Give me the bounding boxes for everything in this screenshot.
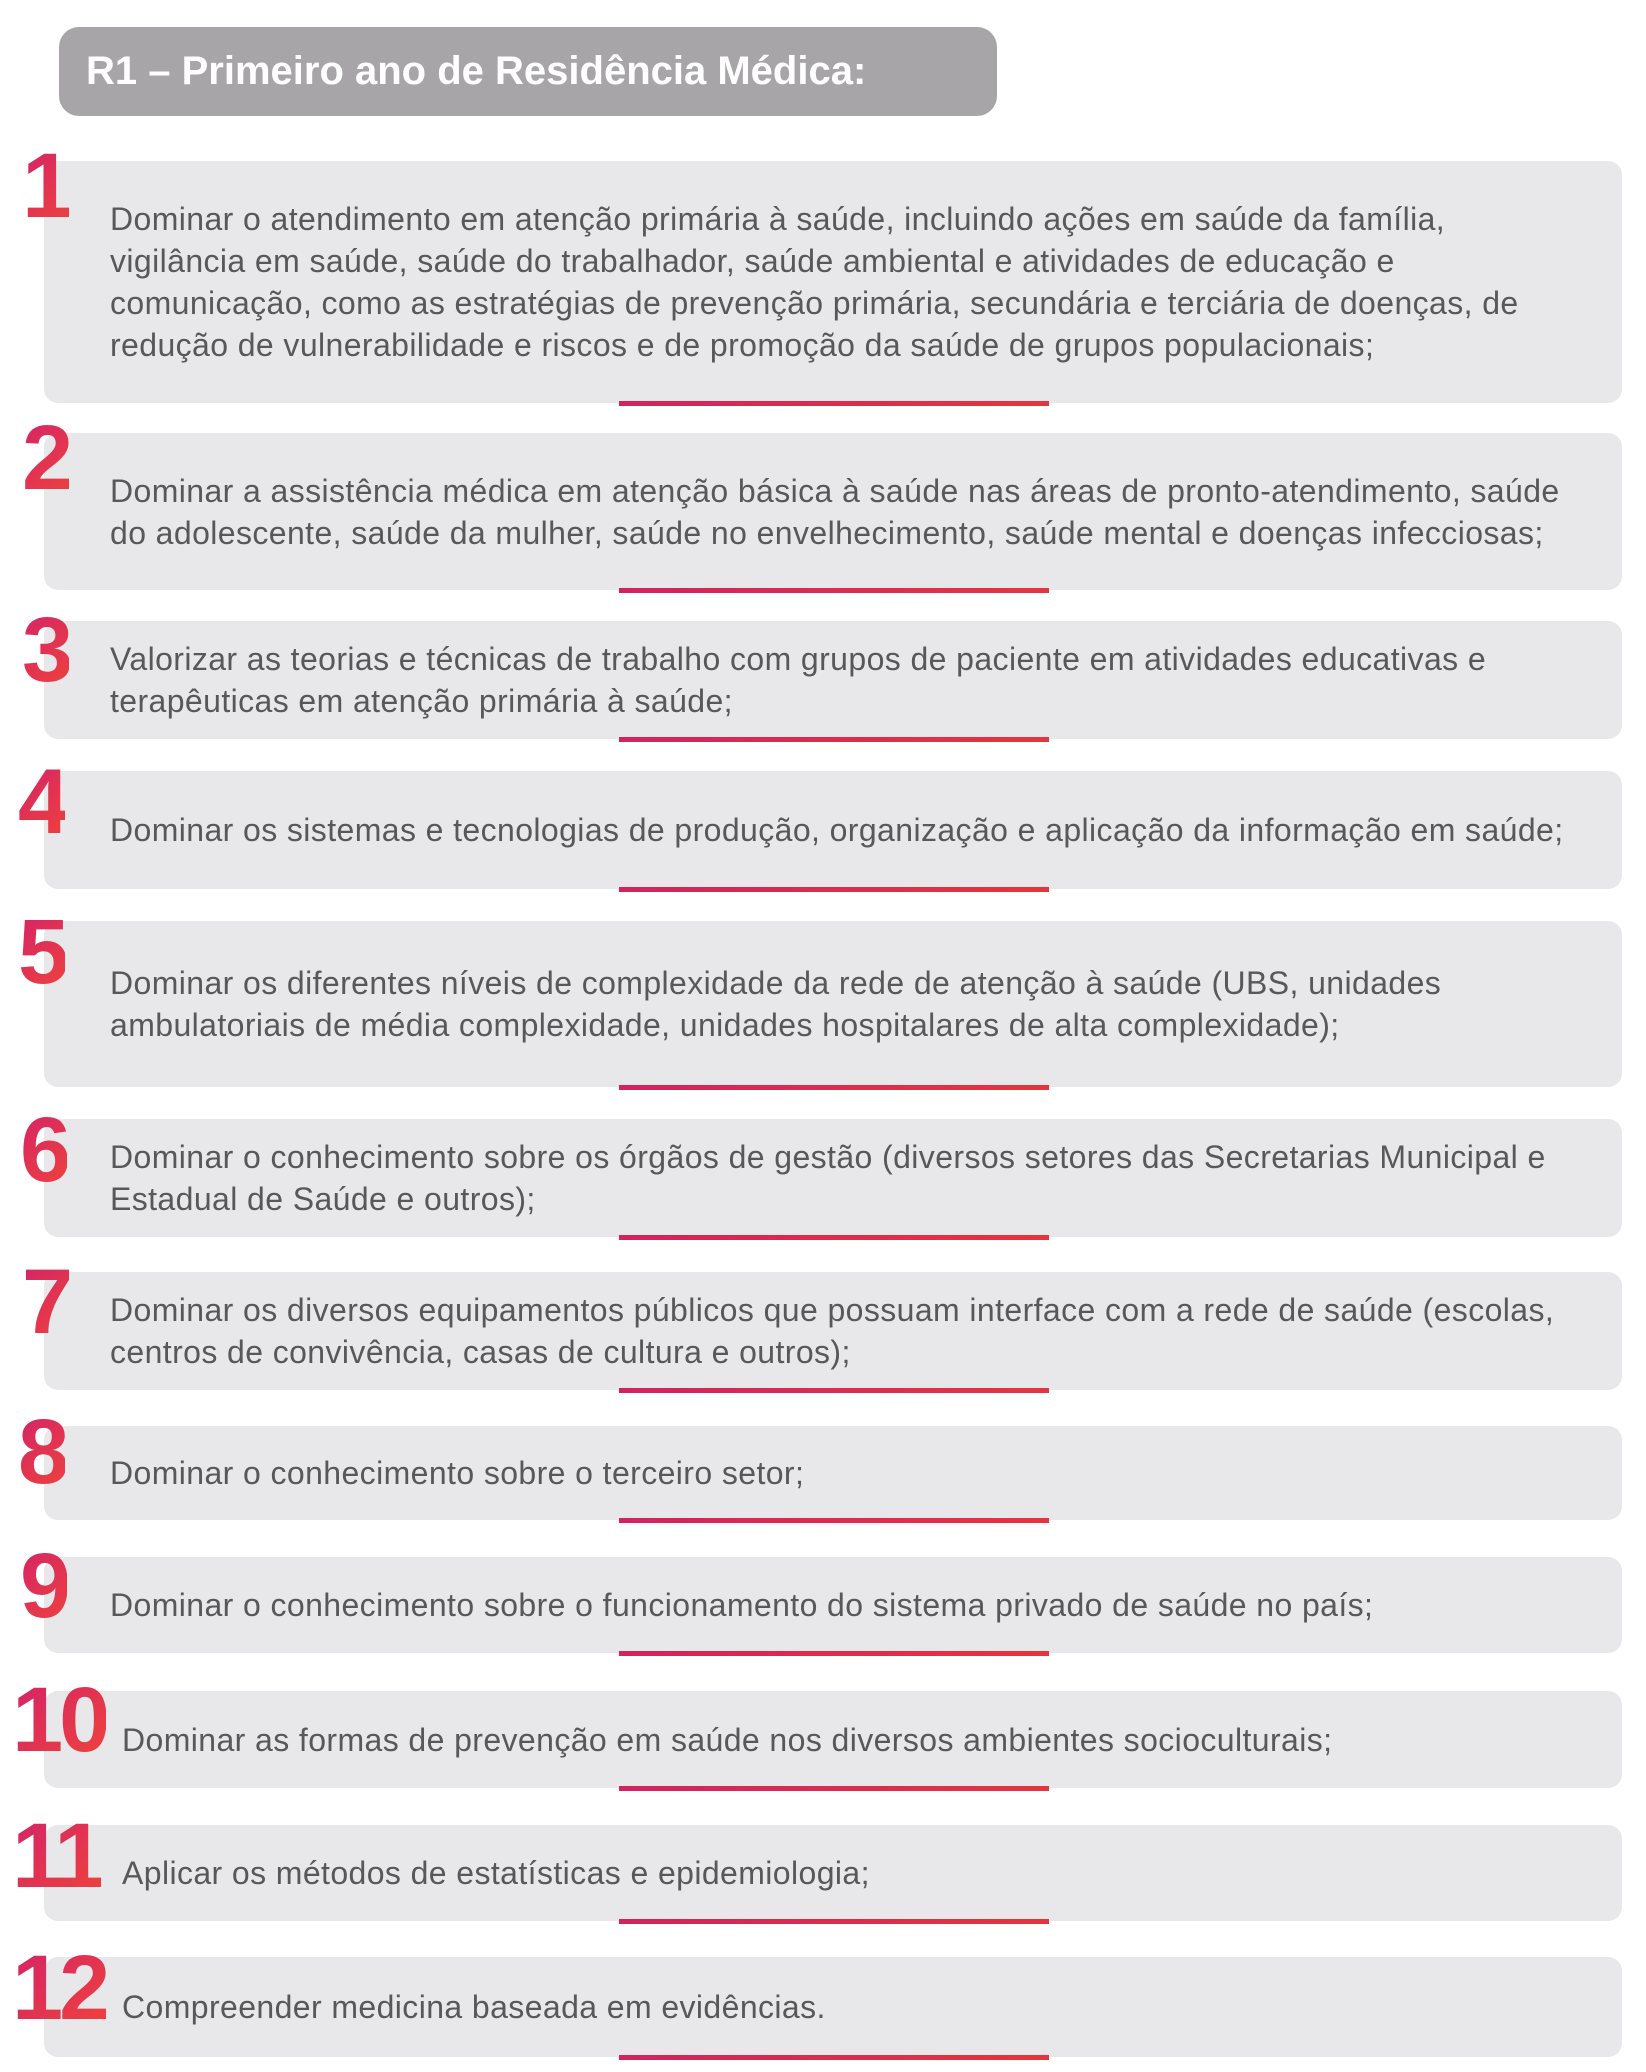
list-item (44, 433, 1622, 590)
item-number: 7 (22, 1251, 70, 1353)
list-item (44, 921, 1622, 1087)
item-divider (619, 1235, 1049, 1240)
item-number: 11 (12, 1805, 102, 1907)
item-number: 9 (20, 1535, 68, 1637)
item-divider (619, 1518, 1049, 1523)
list-item (44, 1825, 1622, 1921)
item-text: Dominar os sistemas e tecnologias de produção, organização e aplicação da informação em saúde; (110, 812, 1564, 848)
item-text: Valorizar as teorias e técnicas de trabalho com grupos de paciente em atividades educativas e terapêuticas em atenção primária à saúde; (110, 641, 1487, 719)
item-divider (619, 1388, 1049, 1393)
item-divider (619, 1651, 1049, 1656)
item-text: Dominar os diferentes níveis de complexidade da rede de atenção à saúde (UBS, unidades ambulatoriais de média complexidade, unidades hospitalares de alta complexidade); (110, 965, 1442, 1043)
item-divider (619, 737, 1049, 742)
item-text: Dominar o atendimento em atenção primária à saúde, incluindo ações em saúde da família, vigilância em saúde, saúde do trabalhador, saúde ambiental e atividades de educação e comunicação, como as estratégias de prevenção primária, secundária e terciária de doenças, de redução de vulnerabilidade e riscos e de promoção da saúde de grupos populacionais; (110, 201, 1519, 363)
list-item (44, 1957, 1622, 2057)
item-text: Dominar as formas de prevenção em saúde nos diversos ambientes socioculturais; (122, 1721, 1333, 1758)
item-text: Dominar o conhecimento sobre o funcionamento do sistema privado de saúde no país; (110, 1587, 1374, 1623)
item-number: 3 (22, 599, 70, 701)
item-number: 8 (18, 1401, 66, 1503)
item-divider (619, 401, 1049, 406)
item-number: 4 (18, 751, 66, 853)
list-item (44, 1557, 1622, 1653)
item-number: 6 (20, 1099, 68, 1201)
list-item (44, 1426, 1622, 1520)
list-item (44, 771, 1622, 889)
item-text: Dominar os diversos equipamentos públicos que possuam interface com a rede de saúde (escolas, centros de convivência, casas de cultura e outros); (110, 1292, 1555, 1370)
item-divider (619, 1085, 1049, 1090)
page-title: R1 – Primeiro ano de Residência Médica: (59, 27, 997, 116)
item-divider (619, 1786, 1049, 1791)
item-text: Compreender medicina baseada em evidências. (122, 1989, 826, 2025)
list-item (44, 1272, 1622, 1390)
item-divider (619, 588, 1049, 593)
list-item (44, 161, 1622, 403)
item-text: Dominar o conhecimento sobre o terceiro setor; (110, 1455, 805, 1491)
item-divider (619, 887, 1049, 892)
item-text: Aplicar os métodos de estatísticas e epidemiologia; (122, 1855, 870, 1891)
item-text: Dominar o conhecimento sobre os órgãos de gestão (diversos setores das Secretarias Municipal e Estadual de Saúde e outros); (110, 1139, 1546, 1217)
item-number: 1 (22, 135, 70, 237)
item-number: 10 (12, 1669, 107, 1771)
item-divider (619, 2055, 1049, 2060)
item-number: 2 (22, 407, 70, 509)
item-number: 5 (18, 901, 66, 1003)
list-item (44, 621, 1622, 739)
item-divider (619, 1919, 1049, 1924)
item-text: Dominar a assistência médica em atenção básica à saúde nas áreas de pronto-atendimento, saúde do adolescente, saúde da mulher, saúde no envelhecimento, saúde mental e doenças infecciosas; (110, 472, 1560, 551)
list-item (44, 1691, 1622, 1788)
item-number: 12 (12, 1937, 107, 2039)
list-item (44, 1119, 1622, 1237)
